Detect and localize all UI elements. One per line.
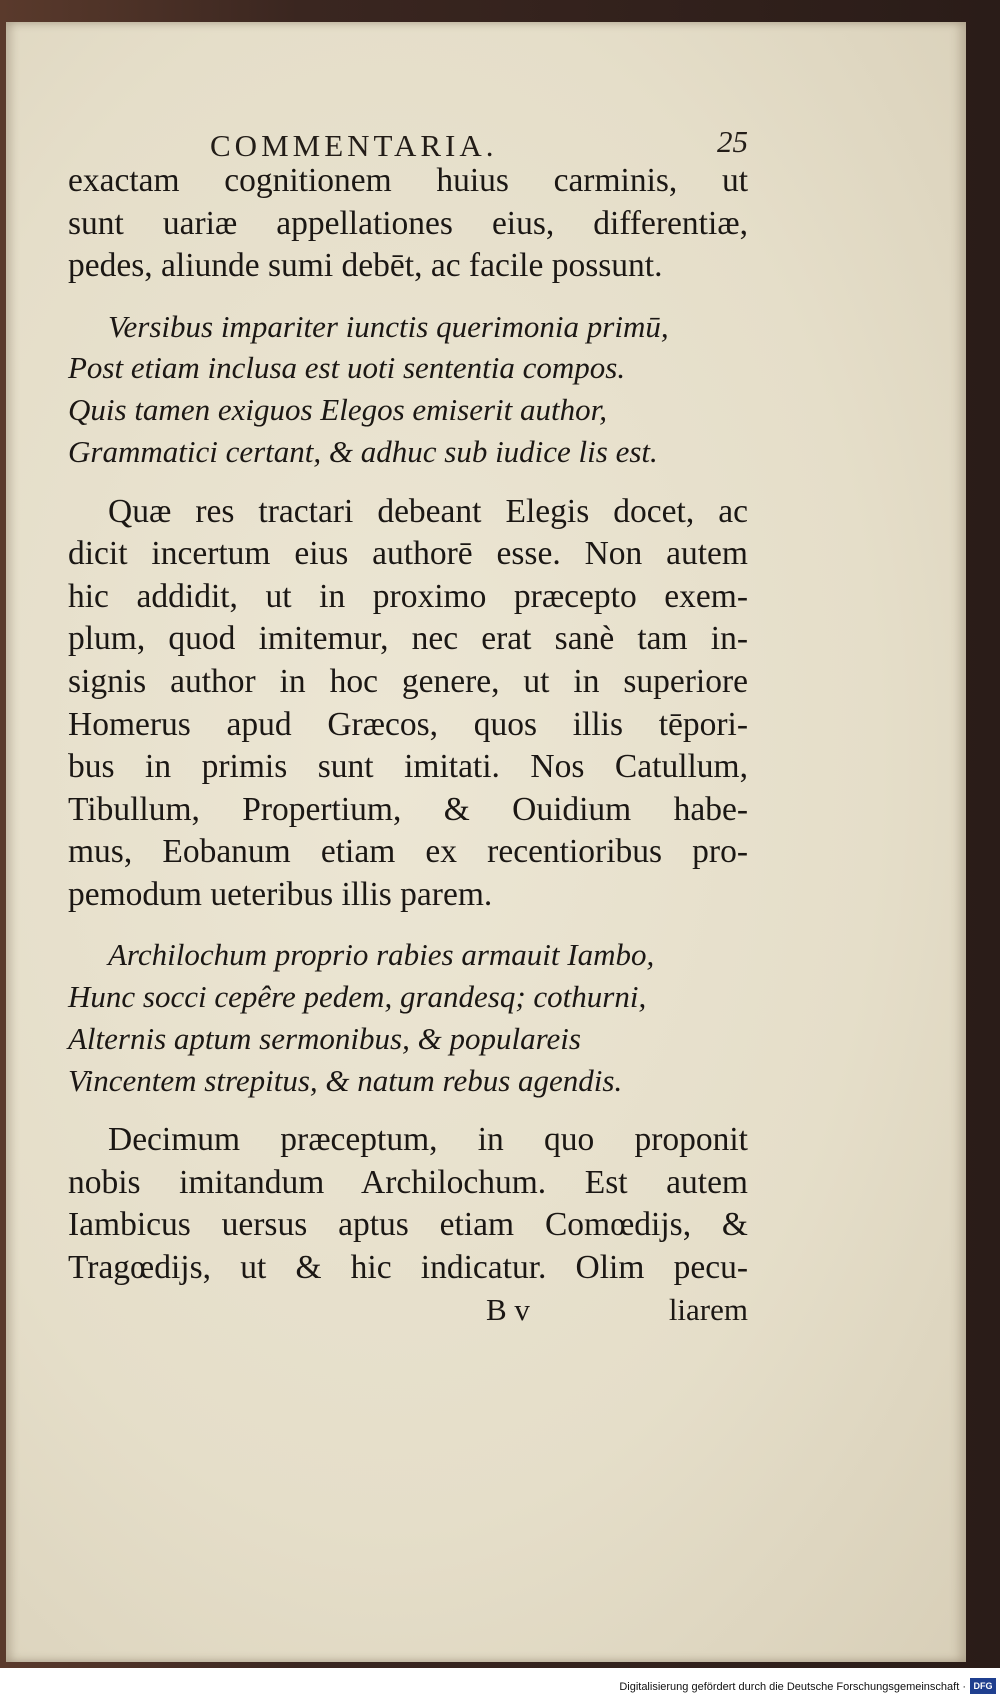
verse-1 xyxy=(68,306,748,473)
text-line: Tragœdijs, ut & hic indicatur. Olim pecu- xyxy=(68,1249,748,1286)
text-line: Iambicus uersus aptus etiam Comœdijs, & xyxy=(68,1206,748,1244)
paragraph-2 xyxy=(68,491,748,917)
text-line: pedes, aliunde sumi debēt, ac facile possunt. xyxy=(68,247,663,285)
spacer xyxy=(68,916,748,934)
text-line: Quæ res tractari debeant Elegis docet, ac xyxy=(108,492,748,530)
text-line: plum, quod imitemur, nec erat sanè tam in- xyxy=(68,620,748,658)
text-line: pemodum ueteribus illis parem. xyxy=(68,875,493,913)
verse-line: Archilochum proprio rabies armauit Iambo, xyxy=(108,937,655,973)
spacer xyxy=(68,473,748,491)
spacer xyxy=(68,1101,748,1119)
verse-line: Versibus impariter iunctis querimonia primū, xyxy=(108,308,669,344)
verse-line: Quis tamen exiguos Elegos emiserit author, xyxy=(68,392,608,428)
text-line: Homerus apud Græcos, quos illis tēpori- xyxy=(68,705,748,743)
page-number: 25 xyxy=(717,124,748,159)
verse-line: Hunc socci cepêre pedem, grandesq; cothurni, xyxy=(68,979,647,1015)
text-line: dicit incertum eius authorē esse. Non autem xyxy=(68,535,748,573)
catchword: liarem xyxy=(668,1291,748,1327)
paragraph-3 xyxy=(68,1119,748,1289)
signature-mark: B v xyxy=(486,1291,530,1327)
text-line: mus, Eobanum etiam ex recentioribus pro- xyxy=(68,833,748,871)
text-line: nobis imitandum Archilochum. Est autem xyxy=(68,1163,748,1201)
text-line: signis author in hoc genere, ut in superiore xyxy=(68,662,748,700)
text-line: Tibullum, Propertium, & Ouidium habe- xyxy=(68,790,748,828)
footer-marks xyxy=(68,1292,748,1334)
text-line: exactam cognitionem huius carminis, ut xyxy=(68,162,748,199)
spacer xyxy=(68,288,748,306)
text-line: Decimum præceptum, in quo proponit xyxy=(108,1121,748,1159)
verse-line: Vincentem strepitus, & natum rebus agendis. xyxy=(68,1062,623,1098)
credit-bar xyxy=(0,1668,1000,1707)
text-line: hic addidit, ut in proximo præcepto exem- xyxy=(68,577,748,615)
paragraph-1 xyxy=(68,160,748,288)
text-line: sunt uariæ appellationes eius, differentiæ, xyxy=(68,204,748,242)
book-page xyxy=(6,22,966,1662)
running-head xyxy=(68,108,748,163)
verse-2 xyxy=(68,934,748,1101)
verse-line: Alternis aptum sermonibus, & populareis xyxy=(68,1020,581,1056)
credit-text: Digitalisierung gefördert durch die Deutsche Forschungsgemeinschaft · xyxy=(619,1681,966,1693)
verse-line: Grammatici certant, & adhuc sub iudice lis est. xyxy=(68,433,658,469)
text-block xyxy=(68,108,748,1334)
verse-line: Post etiam inclusa est uoti sententia compos. xyxy=(68,350,626,386)
dfg-logo-icon: DFG xyxy=(970,1678,996,1694)
text-line: bus in primis sunt imitati. Nos Catullum, xyxy=(68,748,748,786)
running-title: COMMENTARIA. xyxy=(210,128,498,163)
